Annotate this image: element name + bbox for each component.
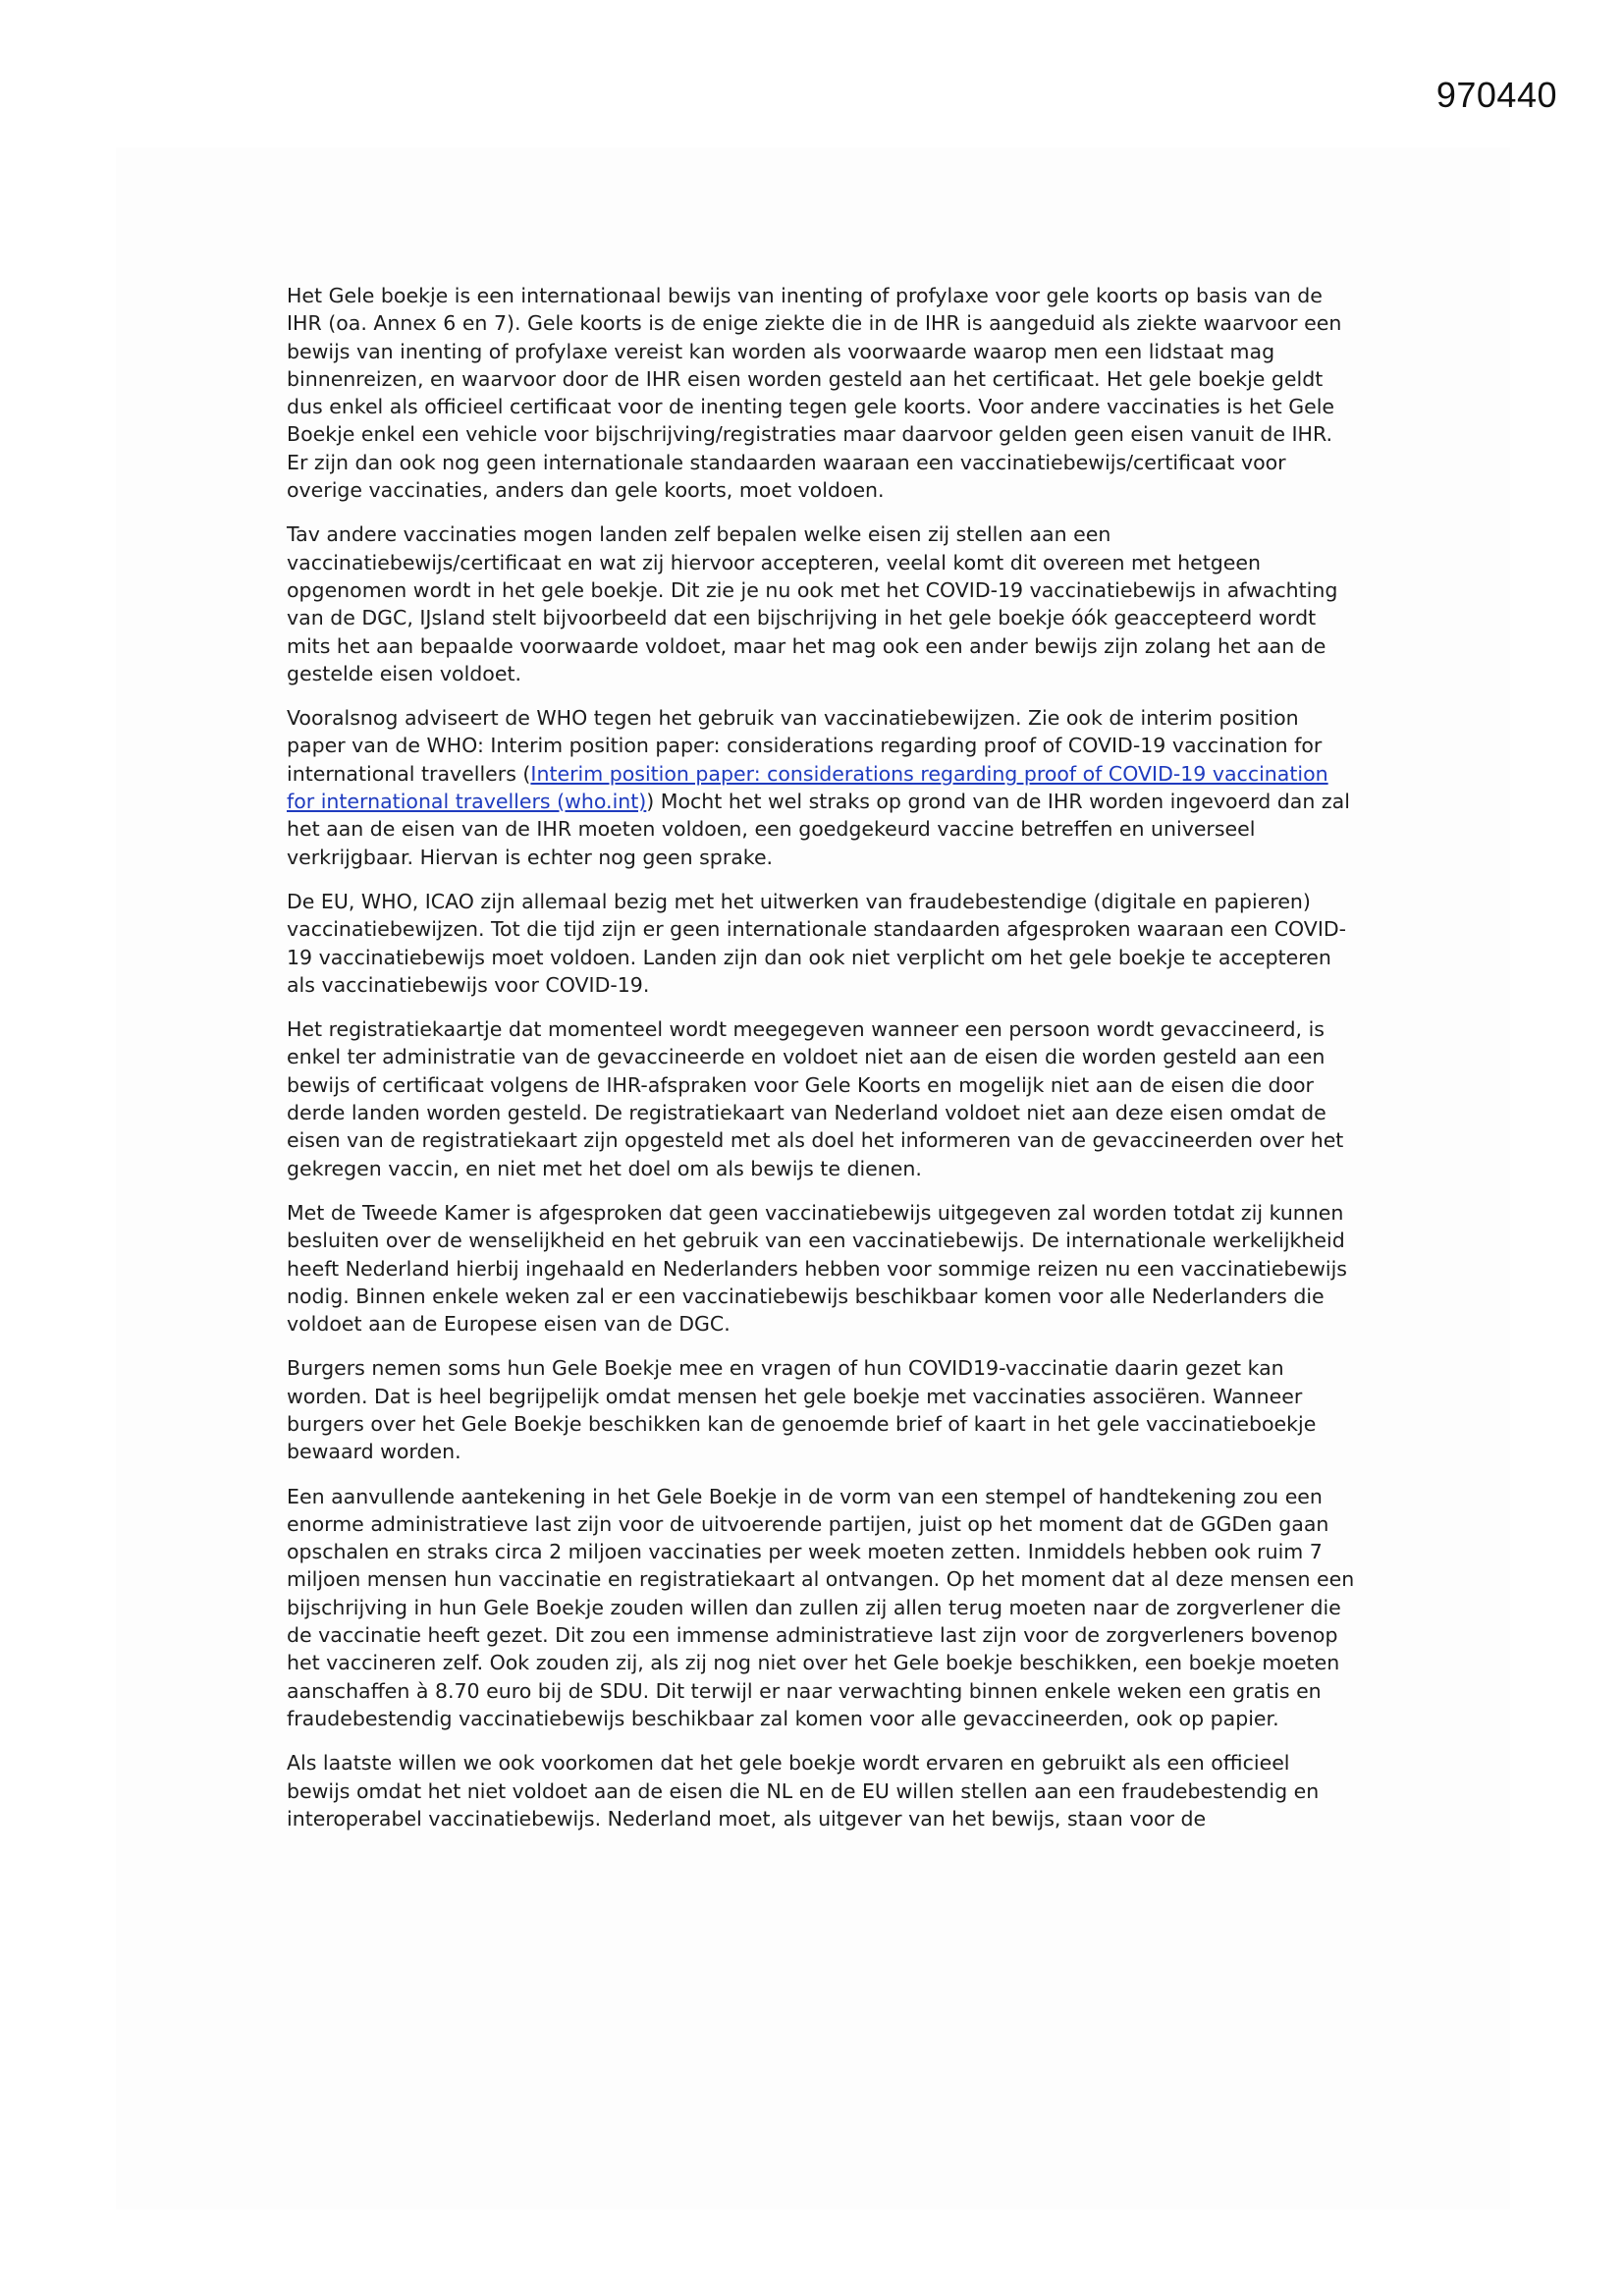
paragraph-who-advice [287,704,1359,871]
paragraph-tweede-kamer: Met de Tweede Kamer is afgesproken dat geen vaccinatiebewijs uitgegeven zal worden totdat zij kunnen besluiten over de wenselijkheid en het gebruik van een vaccinatiebewijs. De internationale werkelijkheid heeft Nederland hierbij ingehaald en Nederlanders hebben voor sommige reizen nu een vaccinatiebewijs nodig. Binnen enkele weken zal er een vaccinatiebewijs beschikbaar komen voor alle Nederlanders die voldoet aan de Europese eisen van de DGC. [287,1200,1347,1337]
document-number: 970440 [1435,75,1557,115]
who-advice-text-after: ) Mocht het wel straks op grond van de IHR worden ingevoerd dan zal het aan de eisen van de IHR moeten voldoen, een goedgekeurd vaccine betreffen en universeel verkrijgbaar. Hiervan is echter nog geen sprake. [287,790,1350,869]
paragraph-yellow-fever-booklet: Het Gele boekje is een internationaal bewijs van inenting of profylaxe voor gele koorts op basis van de IHR (oa. Annex 6 en 7). Gele koorts is de enige ziekte die in de IHR is aangeduid als ziekte waarvoor een bewijs van inenting of profylaxe vereist kan worden als voorwaarde waarop men een lidstaat mag binnenreizen, en waarvoor door de IHR eisen worden gesteld aan het certificaat. Het gele boekje geldt dus enkel als officieel certificaat voor de inenting tegen gele koorts. Voor andere vaccinaties is het Gele Boekje enkel een vehicle voor bijschrijving/registraties maar daarvoor gelden geen eisen vanuit de IHR. Er zijn dan ook nog geen internationale standaarden waaraan een vaccinatiebewijs/certificaat voor overige vaccinaties, anders dan gele koorts, moet voldoen. [287,284,1342,503]
paragraph-official-proof: Als laatste willen we ook voorkomen dat het gele boekje wordt ervaren en gebruikt als een officieel bewijs omdat het niet voldoet aan de eisen die NL en de EU willen stellen aan een fraudebestendig en interoperabel vaccinatiebewijs. Nederland moet, als uitgever van het bewijs, staan voor de [287,1751,1320,1831]
paragraph-other-vaccinations: Tav andere vaccinaties mogen landen zelf bepalen welke eisen zij stellen aan een vaccinatiebewijs/certificaat en wat zij hiervoor accepteren, veelal komt dit overeen met hetgeen opgenomen wordt in het gele boekje. Dit zie je nu ook met het COVID-19 vaccinatiebewijs in afwachting van de DGC, IJsland stelt bijvoorbeeld dat een bijschrijving in het gele boekje óók geaccepteerd wordt mits het aan bepaalde voorwaarde voldoet, maar het mag ook een ander bewijs zijn zolang het aan de gestelde eisen voldoet. [287,522,1338,685]
who-position-paper-link[interactable]: Interim position paper: considerations regarding proof of COVID-19 vaccination for international travellers (who.int) [287,761,1328,814]
paragraph-international-standards: De EU, WHO, ICAO zijn allemaal bezig met het uitwerken van fraudebestendige (digitale en papieren) vaccinatiebewijzen. Tot die tijd zijn er geen internationale standaarden afgesproken waaraan een COVID-19 vaccinatiebewijs moet voldoen. Landen zijn dan ook niet verplicht om het gele boekje te accepteren als vaccinatiebewijs voor COVID-19. [287,889,1347,997]
document-body [287,282,1359,1849]
paragraph-registration-card: Het registratiekaartje dat momenteel wordt meegegeven wanneer een persoon wordt gevaccineerd, is enkel ter administratie van de gevaccineerde en voldoet niet aan de eisen die worden gesteld aan een bewijs of certificaat volgens de IHR-afspraken voor Gele Koorts en mogelijk niet aan de eisen die door derde landen worden gesteld. De registratiekaart van Nederland voldoet niet aan deze eisen omdat de eisen van de registratiekaart zijn opgesteld met als doel het informeren van de gevaccineerden over het gekregen vaccin, en niet met het doel om als bewijs te dienen. [287,1017,1344,1180]
who-advice-text-before: Vooralsnog adviseert de WHO tegen het gebruik van vaccinatiebewijzen. Zie ook de interim position paper van de WHO: Interim position paper: considerations regarding proof of COVID-19 vaccination for international travellers ( [287,706,1323,786]
paragraph-citizens-booklet: Burgers nemen soms hun Gele Boekje mee en vragen of hun COVID19-vaccinatie daarin gezet kan worden. Dat is heel begrijpelijk omdat mensen het gele boekje met vaccinaties associëren. Wanneer burgers over het Gele Boekje beschikken kan de genoemde brief of kaart in het gele vaccinatieboekje bewaard worden. [287,1356,1317,1464]
paragraph-administrative-burden: Een aanvullende aantekening in het Gele Boekje in de vorm van een stempel of handtekening zou een enorme administratieve last zijn voor de uitvoerende partijen, juist op het moment dat de GGDen gaan opschalen en straks circa 2 miljoen vaccinaties per week moeten zetten. Inmiddels hebben ook ruim 7 miljoen mensen hun vaccinatie en registratiekaart al ontvangen. Op het moment dat al deze mensen een bijschrijving in hun Gele Boekje zouden willen dan zullen zij allen terug moeten naar de zorgverlener die de vaccinatie heeft gezet. Dit zou een immense administratieve last zijn voor de zorgverleners bovenop het vaccineren zelf. Ook zouden zij, als zij nog niet over het Gele boekje beschikken, een boekje moeten aanschaffen à 8.70 euro bij de SDU. Dit terwijl er naar verwachting binnen enkele weken een gratis en fraudebestendig vaccinatiebewijs beschikbaar zal komen voor alle gevaccineerden, ook op papier. [287,1484,1355,1730]
